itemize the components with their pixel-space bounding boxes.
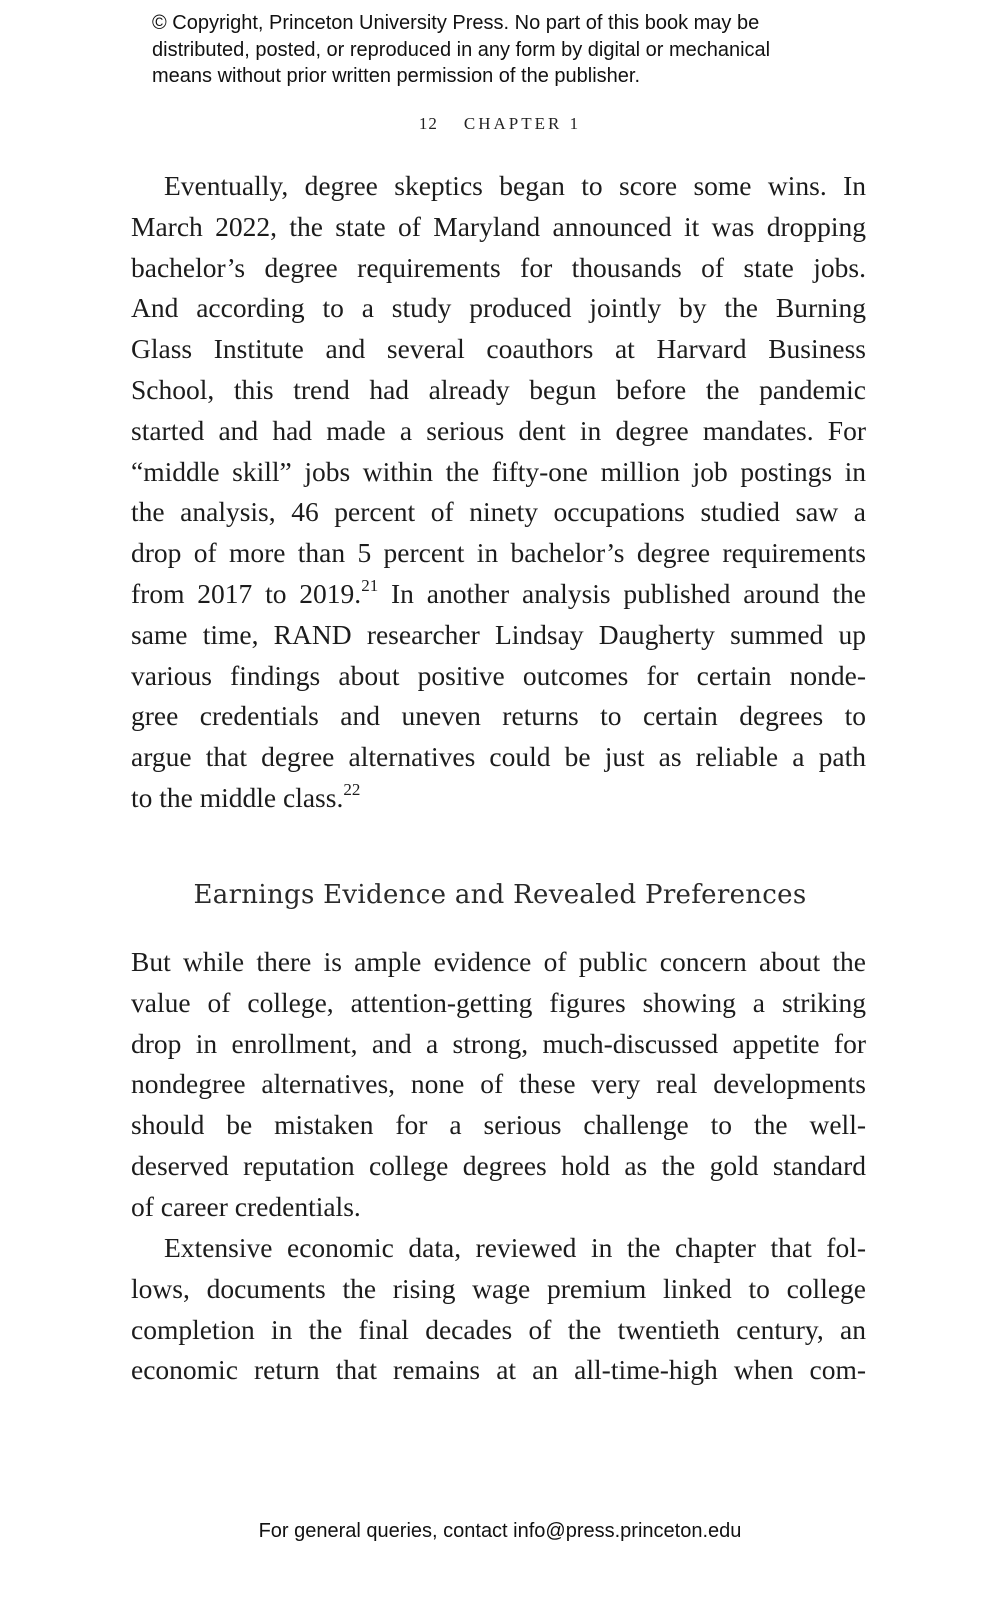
footnote-marker-22[interactable]: 22 <box>343 779 361 799</box>
copyright-notice <box>152 10 872 90</box>
text-segment: In another analysis published around the <box>378 577 866 609</box>
text-segment: from 2017 to 2019. <box>131 577 362 609</box>
page-number: 12 <box>418 114 438 133</box>
text-line: “middle skill” jobs within the fifty-one million job postings in <box>131 455 866 487</box>
text-line: of career credentials. <box>131 1190 361 1222</box>
text-line: economic return that remains at an all-time-high when com- <box>131 1354 866 1386</box>
text-line: nondegree alternatives, none of these very real developments <box>131 1068 866 1100</box>
text-line: various findings about positive outcomes for certain nonde- <box>131 659 866 691</box>
text-line: value of college, attention-getting figures showing a striking <box>131 986 866 1018</box>
text-line: And according to a study produced jointly by the Burning <box>131 292 866 324</box>
text-line: drop in enrollment, and a strong, much-discussed appetite for <box>131 1027 866 1059</box>
footer-contact: For general queries, contact info@press.princeton.edu <box>258 1520 742 1542</box>
text-line: bachelor’s degree requirements for thousands of state jobs. <box>131 251 866 283</box>
text-line: Extensive economic data, reviewed in the chapter that fol- <box>164 1232 866 1263</box>
text-line: Eventually, degree skeptics began to score some wins. In <box>164 170 866 201</box>
text-line: March 2022, the state of Maryland announced it was dropping <box>131 210 866 242</box>
text-segment: to the middle class. <box>131 781 344 813</box>
text-line: the analysis, 46 percent of ninety occupations studied saw a <box>131 496 866 528</box>
text-line: lows, documents the rising wage premium linked to college <box>131 1272 866 1304</box>
text-line: But while there is ample evidence of public concern about the <box>131 946 866 977</box>
text-line: gree credentials and uneven returns to certain degrees to <box>131 700 866 732</box>
text-line: started and had made a serious dent in degree mandates. For <box>131 414 866 446</box>
section-heading: Earnings Evidence and Revealed Preferences <box>193 880 807 910</box>
paragraph-3 <box>131 1228 866 1391</box>
text-line: completion in the final decades of the twentieth century, an <box>131 1313 866 1345</box>
text-line: deserved reputation college degrees hold as the gold standard <box>131 1149 866 1181</box>
running-head <box>0 114 1000 134</box>
text-line: Glass Institute and several coauthors at Harvard Business <box>131 333 866 365</box>
text-line: same time, RAND researcher Lindsay Daugherty summed up <box>131 618 866 650</box>
copyright-line: © Copyright, Princeton University Press. No part of this book may be <box>152 12 760 34</box>
chapter-label: CHAPTER 1 <box>463 114 582 133</box>
text-line: School, this trend had already begun before the pandemic <box>131 373 866 405</box>
paragraph-1 <box>131 166 866 819</box>
copyright-line: means without prior written permission of the publisher. <box>152 65 641 87</box>
text-line <box>131 574 866 615</box>
text-line: drop of more than 5 percent in bachelor’s degree requirements <box>131 537 866 569</box>
text-line: should be mistaken for a serious challenge to the well- <box>131 1109 866 1141</box>
text-line: argue that degree alternatives could be just as reliable a path <box>131 741 866 773</box>
text-line <box>131 778 866 819</box>
footnote-marker-21[interactable]: 21 <box>361 575 379 595</box>
paragraph-2 <box>131 942 866 1228</box>
copyright-line: distributed, posted, or reproduced in any form by digital or mechanical <box>152 38 771 61</box>
